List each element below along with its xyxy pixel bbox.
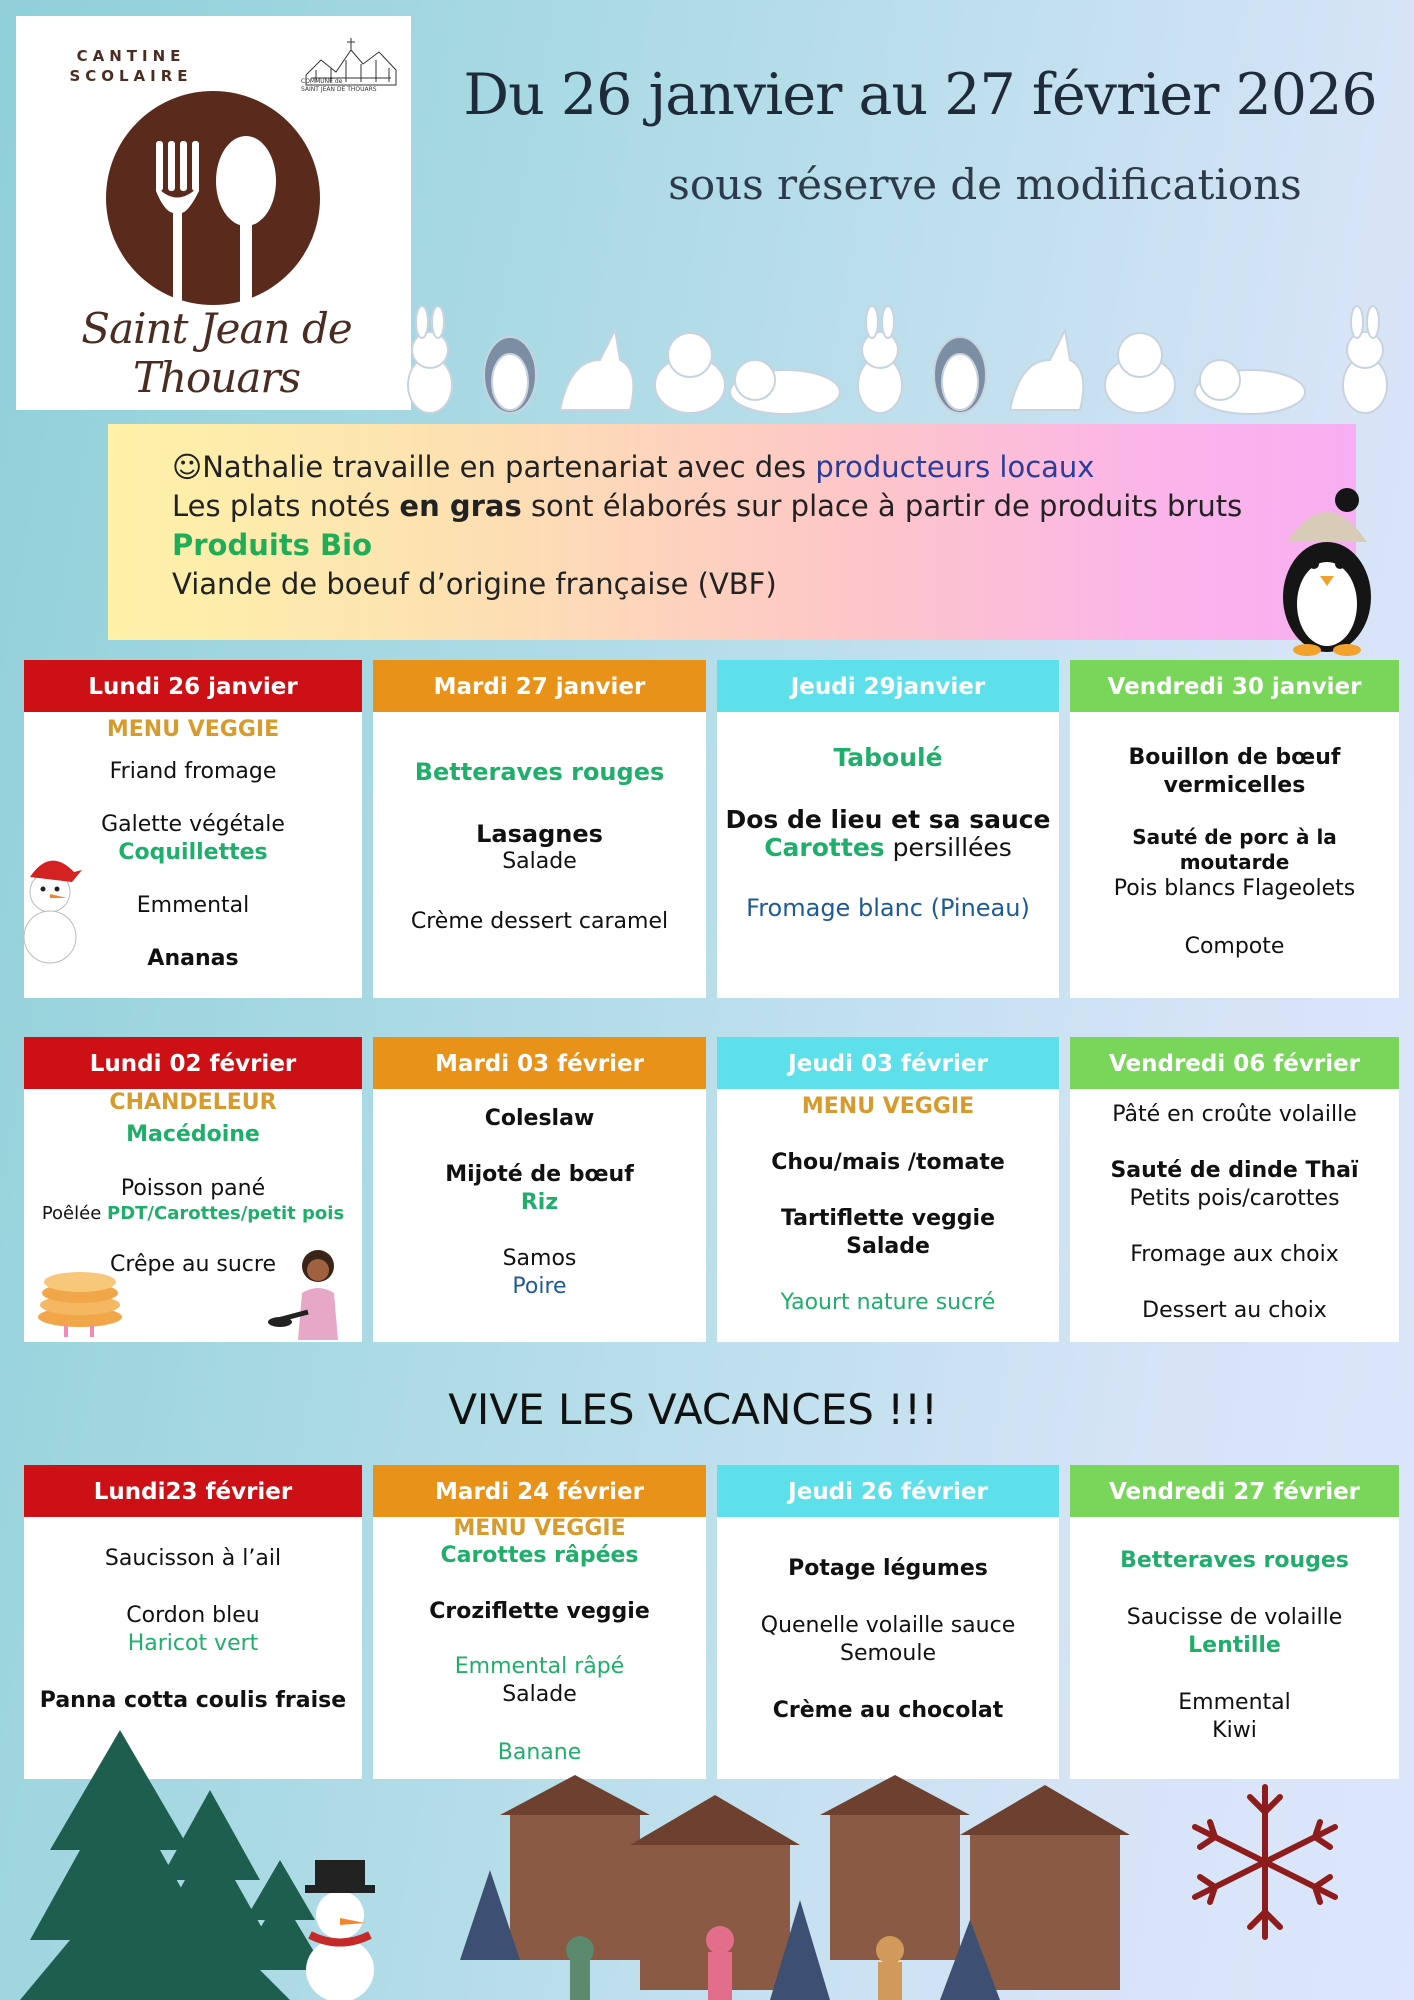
menu-item: Sauté de porc à la bbox=[1132, 825, 1337, 849]
winter-animals-illustration bbox=[400, 300, 1414, 420]
menu-item: MENU VEGGIE bbox=[453, 1516, 626, 1541]
menu-item: Saucisson à l’ail bbox=[104, 1546, 282, 1571]
menu-item: Coquillettes bbox=[118, 840, 268, 865]
day-card bbox=[1070, 1465, 1399, 1779]
logo-script-name: Saint Jean de Thouars bbox=[81, 304, 352, 402]
day-header: Mardi 24 février bbox=[373, 1465, 706, 1517]
menu-item: Compote bbox=[1184, 934, 1285, 959]
info-bold-keyword: en gras bbox=[399, 489, 522, 523]
menu-item: Chou/mais /tomate bbox=[771, 1150, 1005, 1175]
menu-item: Croziflette veggie bbox=[429, 1599, 650, 1624]
local-producers-text: producteurs locaux bbox=[815, 450, 1095, 484]
menu-item: Banane bbox=[497, 1740, 582, 1765]
menu-item: PDT/Carottes/petit pois bbox=[107, 1203, 345, 1224]
menu-item: Coleslaw bbox=[484, 1106, 595, 1131]
page-title: Du 26 janvier au 27 février 2026 bbox=[463, 62, 1377, 128]
holiday-banner: VIVE LES VACANCES !!! bbox=[448, 1385, 938, 1434]
day-card bbox=[373, 660, 706, 998]
menu-item: Quenelle volaille sauce bbox=[760, 1613, 1016, 1638]
logo-line-cantine: CANTINE bbox=[76, 47, 186, 65]
day-header: Mardi 27 janvier bbox=[373, 660, 706, 712]
logo-top-text bbox=[56, 46, 206, 86]
menu-item: Crêpe au sucre bbox=[110, 1252, 276, 1277]
menu-item: Mijoté de bœuf bbox=[445, 1162, 634, 1187]
day-card bbox=[717, 1037, 1059, 1342]
menu-item: Emmental râpé bbox=[454, 1654, 625, 1679]
menu-item: Salade bbox=[502, 849, 577, 874]
day-card bbox=[717, 660, 1059, 998]
logo-line-scolaire: SCOLAIRE bbox=[69, 67, 193, 85]
day-card bbox=[1070, 660, 1399, 998]
menu-item: moutarde bbox=[1179, 850, 1290, 874]
info-line-bold-dishes bbox=[172, 487, 1356, 526]
menu-item: Semoule bbox=[840, 1641, 936, 1666]
menu-item: Friand fromage bbox=[109, 759, 277, 784]
day-header: Vendredi 06 février bbox=[1070, 1037, 1399, 1089]
menu-item: Haricot vert bbox=[127, 1631, 259, 1656]
menu-item: Lasagnes bbox=[476, 820, 603, 848]
menu-item: Emmental bbox=[136, 893, 250, 918]
school-canteen-logo bbox=[16, 16, 411, 410]
menu-item: Crème dessert caramel bbox=[410, 909, 669, 934]
menu-item: Panna cotta coulis fraise bbox=[39, 1688, 347, 1713]
day-header: Mardi 03 février bbox=[373, 1037, 706, 1089]
week2-row bbox=[24, 1037, 1410, 1342]
pancakes-illustration bbox=[30, 1255, 130, 1340]
menu-item: Riz bbox=[520, 1190, 559, 1215]
menu-item: Fromage aux choix bbox=[1130, 1242, 1339, 1267]
day-header: Vendredi 27 février bbox=[1070, 1465, 1399, 1517]
snowflake-icon bbox=[1180, 1782, 1350, 1942]
info-bold-suffix: sont élaborés sur place à partir de produits bruts bbox=[521, 489, 1243, 523]
menu-item: Emmental bbox=[1178, 1690, 1291, 1715]
menu-item: Taboulé bbox=[833, 743, 943, 772]
info-line-organic: Produits Bio bbox=[172, 528, 373, 562]
menu-item: MENU VEGGIE bbox=[106, 717, 280, 742]
menu-item: Betteraves rouges bbox=[414, 758, 665, 786]
day-header: Jeudi 26 février bbox=[717, 1465, 1059, 1517]
menu-item: Potage légumes bbox=[788, 1556, 988, 1581]
menu-item-combo bbox=[717, 834, 1059, 862]
menu-item: Carottes bbox=[764, 833, 885, 862]
menu-item: Dessert au choix bbox=[1142, 1298, 1327, 1323]
menu-item: Betteraves rouges bbox=[1120, 1548, 1349, 1573]
penguin-with-hat-illustration bbox=[1272, 482, 1382, 657]
menu-item: MENU VEGGIE bbox=[801, 1094, 975, 1119]
day-header: Lundi 26 janvier bbox=[24, 660, 362, 712]
menu-item: Carottes râpées bbox=[440, 1543, 639, 1568]
menu-item: Pâté en croûte volaille bbox=[1112, 1102, 1357, 1127]
menu-item: Poisson pané bbox=[120, 1176, 266, 1201]
day-header: Vendredi 30 janvier bbox=[1070, 660, 1399, 712]
menu-item: Fromage blanc (Pineau) bbox=[746, 894, 1030, 922]
info-partnership-text: ☺Nathalie travaille en partenariat avec des bbox=[172, 450, 816, 484]
menu-item: Petits pois/carottes bbox=[1129, 1186, 1340, 1211]
menu-item: CHANDELEUR bbox=[109, 1090, 277, 1115]
info-line-beef-origin: Viande de boeuf d’origine française (VBF) bbox=[172, 567, 777, 601]
week1-row bbox=[24, 660, 1410, 998]
menu-item: Poêlée bbox=[41, 1203, 107, 1224]
day-header: Jeudi 29janvier bbox=[717, 660, 1059, 712]
page-subtitle: sous réserve de modifications bbox=[668, 160, 1302, 209]
christmas-market-illustration bbox=[450, 1770, 1150, 2000]
day-header: Jeudi 03 février bbox=[717, 1037, 1059, 1089]
day-card bbox=[373, 1037, 706, 1342]
menu-item: Bouillon de bœuf bbox=[1128, 745, 1341, 770]
info-banner bbox=[108, 424, 1356, 640]
menu-item: Macédoine bbox=[126, 1122, 260, 1147]
commune-label-line2: SAINT JEAN DE THOUARS bbox=[301, 86, 377, 93]
info-line-partnership bbox=[172, 448, 1356, 487]
day-header: Lundi23 février bbox=[24, 1465, 362, 1517]
menu-item: Salade bbox=[846, 1234, 930, 1259]
menu-item: Pois blancs Flageolets bbox=[1113, 876, 1356, 901]
day-card bbox=[717, 1465, 1059, 1779]
menu-item: Sauté de dinde Thaï bbox=[1110, 1158, 1359, 1183]
snowman-illustration bbox=[12, 852, 92, 967]
menu-item: vermicelles bbox=[1163, 773, 1306, 798]
fork-spoon-plate-icon bbox=[106, 91, 321, 306]
day-card bbox=[1070, 1037, 1399, 1342]
menu-item: Dos de lieu et sa sauce bbox=[725, 805, 1051, 834]
info-bold-prefix: Les plats notés bbox=[172, 489, 400, 523]
menu-item: Saucisse de volaille bbox=[1126, 1605, 1343, 1630]
menu-item: Poire bbox=[512, 1274, 567, 1299]
pine-trees-snowman-illustration bbox=[10, 1720, 430, 2000]
day-header: Lundi 02 février bbox=[24, 1037, 362, 1089]
menu-item-combo bbox=[24, 1203, 362, 1225]
menu-item: Samos bbox=[502, 1246, 577, 1271]
girl-cooking-crepe-illustration bbox=[268, 1238, 358, 1340]
menu-item: persillées bbox=[884, 833, 1012, 862]
menu-item: Cordon bleu bbox=[126, 1603, 260, 1628]
menu-item: Galette végétale bbox=[101, 812, 285, 837]
menu-item: Ananas bbox=[147, 946, 239, 971]
menu-item: Lentille bbox=[1188, 1633, 1281, 1658]
menu-item: Kiwi bbox=[1212, 1718, 1257, 1743]
menu-item: Crème au chocolat bbox=[772, 1698, 1004, 1723]
menu-item: Yaourt nature sucré bbox=[780, 1290, 996, 1315]
menu-item: Tartiflette veggie bbox=[781, 1206, 995, 1231]
commune-label-line1: COMMUNE de bbox=[301, 78, 343, 85]
menu-item: Salade bbox=[502, 1682, 577, 1707]
